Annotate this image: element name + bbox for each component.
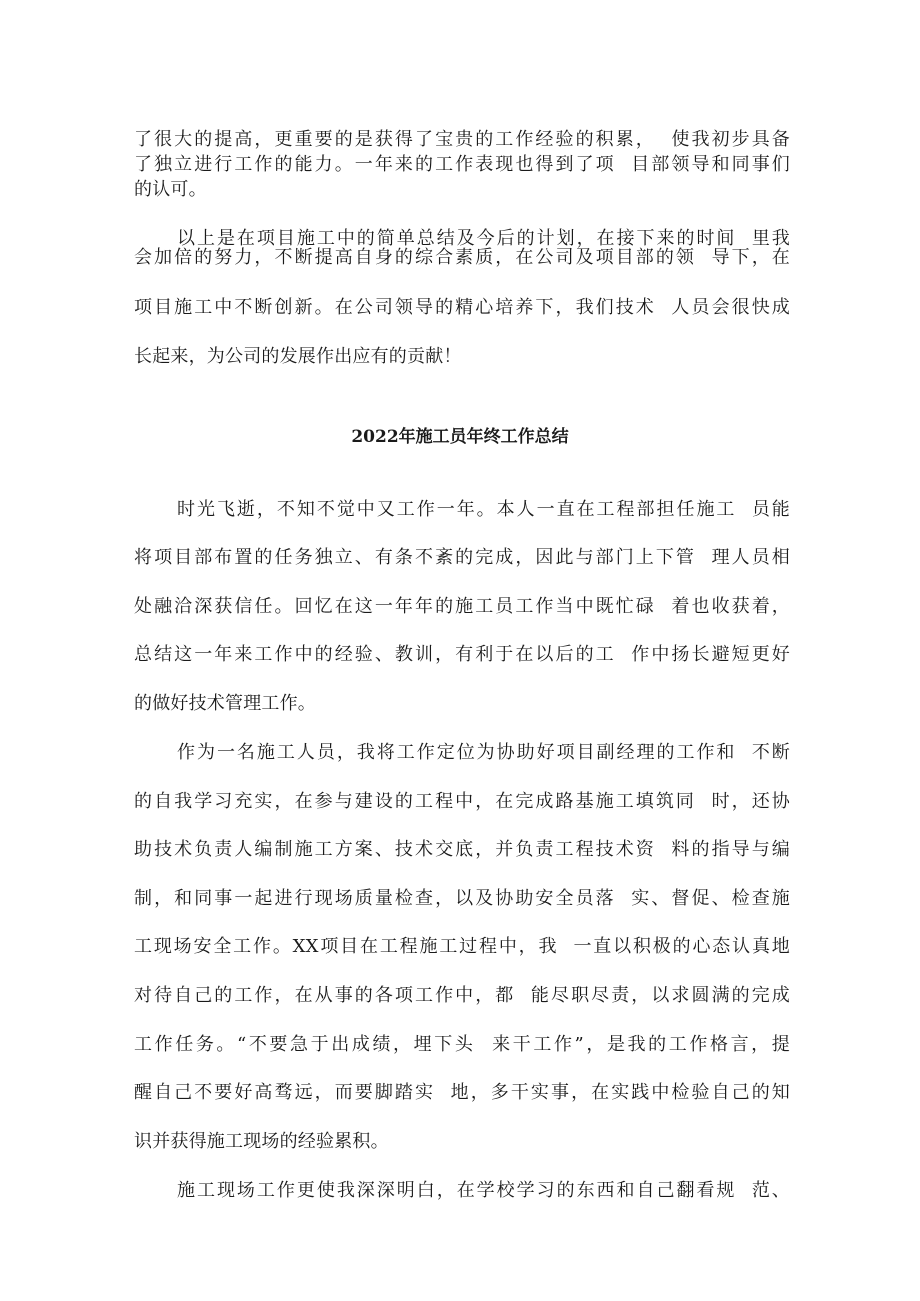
p2-line-3: 助技术负责人编制施工方案、技术交底，并负责工程技术资 料的指导与编: [134, 839, 790, 860]
closing-line-2: 会加倍的努力，不断提高自身的综合素质，在公司及项目部的领 导下，在: [134, 247, 790, 268]
p1-line-1: 时光飞逝，不知不觉中又工作一年。本人一直在工程部担任施工 员能: [177, 499, 790, 520]
p2-line-6: 对待自己的工作，在从事的各项工作中，都 能尽职尽责，以求圆满的完成: [134, 985, 790, 1006]
intro-line-3: 的认可。: [134, 179, 207, 200]
p1-line-3: 处融洽深获信任。回忆在这一年年的施工员工作当中既忙碌 着也收获着，: [134, 596, 790, 617]
p1-line-2: 将项目部布置的任务独立、有条不紊的完成，因此与部门上下管 理人员相: [134, 547, 790, 568]
page-title: 2022年施工员年终工作总结: [351, 427, 569, 447]
p2-line-7: 工作任务。“不要急于出成绩，埋下头 来干工作”，是我的工作格言，提: [134, 1034, 790, 1055]
closing-line-1: 以上是在项目施工中的简单总结及今后的计划，在接下来的时间 里我: [177, 228, 790, 249]
p1-line-5: 的做好技术管理工作。: [134, 693, 316, 714]
p2-line-5: 工现场安全工作。XX项目在工程施工过程中，我 一直以积极的心态认真地: [134, 936, 790, 957]
p3-line-1: 施工现场工作更使我深深明白，在学校学习的东西和自己翻看规 范、: [177, 1180, 790, 1201]
p2-line-4: 制，和同事一起进行现场质量检查，以及协助安全员落 实、督促、检查施: [134, 888, 790, 909]
p1-line-4: 总结这一年来工作中的经验、教训，有利于在以后的工 作中扬长避短更好: [134, 644, 790, 665]
closing-line-3: 项目施工中不断创新。在公司领导的精心培养下，我们技术 人员会很快成: [134, 297, 790, 318]
intro-line-1: 了很大的提高，更重要的是获得了宝贵的工作经验的积累， 使我初步具备: [134, 129, 790, 150]
p2-line-9: 识并获得施工现场的经验累积。: [134, 1131, 389, 1152]
intro-line-2: 了独立进行工作的能力。一年来的工作表现也得到了项 目部领导和同事们: [134, 154, 790, 175]
closing-line-4: 长起来，为公司的发展作出应有的贡献！: [134, 346, 462, 367]
p2-line-2: 的自我学习充实，在参与建设的工程中，在完成路基施工填筑同 时，还协: [134, 791, 790, 812]
p2-line-1: 作为一名施工人员，我将工作定位为协助好项目副经理的工作和 不断: [177, 742, 790, 763]
p2-line-8: 醒自己不要好高骛远，而要脚踏实 地，多干实事，在实践中检验自己的知: [134, 1082, 790, 1103]
